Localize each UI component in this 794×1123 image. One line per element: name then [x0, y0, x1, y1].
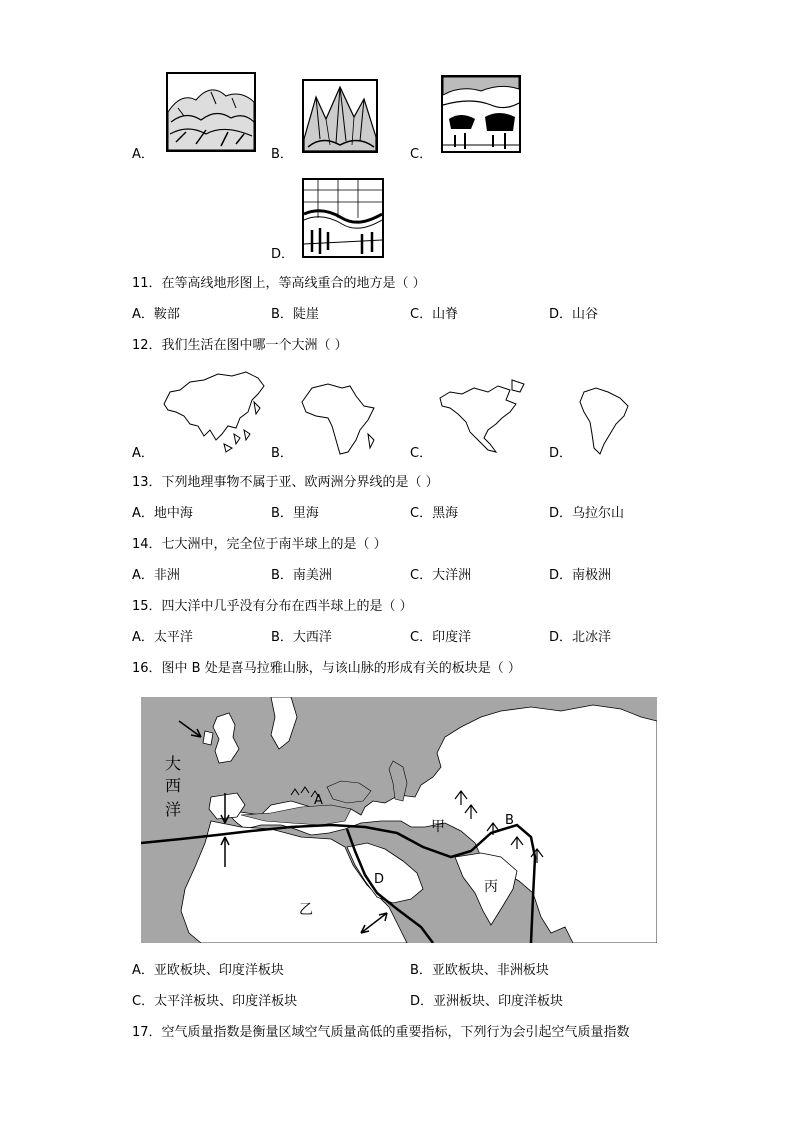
- map-label-ocean-2: 西: [165, 776, 182, 795]
- q10-option-a: A．: [132, 147, 154, 162]
- q11-option-b: B．陡崖: [271, 307, 319, 322]
- q17-stem: 17．空气质量指数是衡量区域空气质量高低的重要指标，下列行为会引起空气质量指数: [132, 1025, 630, 1040]
- q12-stem: 12．我们生活在图中哪一个大洲（ ）: [132, 338, 348, 353]
- q16-stem: 16．图中 B 处是喜马拉雅山脉，与该山脉的形成有关的板块是（ ）: [132, 661, 521, 676]
- map-label-b: B: [505, 813, 514, 828]
- q12-option-c: C．: [410, 446, 433, 461]
- map-label-bing: 丙: [484, 879, 498, 895]
- continent-africa-picture: [298, 378, 384, 458]
- q10-option-b: B．: [271, 147, 293, 162]
- q12-option-d: D．: [549, 446, 573, 461]
- q10-option-c: C．: [410, 147, 433, 162]
- q16-option-c: C．太平洋板块、印度洋板块: [132, 994, 298, 1009]
- q11-stem: 11．在等高线地形图上，等高线重合的地方是（ ）: [132, 276, 426, 291]
- continent-asia-picture: [160, 368, 268, 454]
- map-label-ocean-3: 洋: [165, 800, 182, 819]
- q11-option-a: A．鞍部: [132, 307, 180, 322]
- continent-south-america-picture: [576, 386, 632, 458]
- map-label-jia: 甲: [431, 819, 445, 835]
- q14-option-c: C．大洋洲: [410, 568, 472, 583]
- q12-option-a: A．: [132, 446, 154, 461]
- q13-stem: 13．下列地理事物不属于亚、欧两洲分界线的是（ ）: [132, 475, 439, 490]
- map-label-yi: 乙: [299, 902, 313, 918]
- q13-option-b: B．里海: [271, 506, 319, 521]
- plate-boundary-map: [141, 697, 657, 943]
- q16-option-a: A．亚欧板块、印度洋板块: [132, 963, 284, 978]
- map-label-a: A: [314, 793, 323, 808]
- q14-option-a: A．非洲: [132, 568, 180, 583]
- map-label-d: D: [374, 872, 385, 887]
- landform-picture-b: [302, 79, 378, 153]
- q11-option-c: C．山脊: [410, 307, 459, 322]
- q15-option-c: C．印度洋: [410, 630, 472, 645]
- q14-option-b: B．南美洲: [271, 568, 332, 583]
- q14-option-d: D．南极洲: [549, 568, 612, 583]
- q15-option-d: D．北冰洋: [549, 630, 612, 645]
- q16-option-b: B．亚欧板块、非洲板块: [410, 963, 549, 978]
- q13-option-d: D．乌拉尔山: [549, 506, 625, 521]
- q13-option-c: C．黑海: [410, 506, 459, 521]
- q16-option-d: D．亚洲板块、印度洋板块: [410, 994, 564, 1009]
- q13-option-a: A．地中海: [132, 506, 193, 521]
- q15-option-b: B．大西洋: [271, 630, 332, 645]
- q15-option-a: A．太平洋: [132, 630, 193, 645]
- landform-picture-c: [441, 75, 521, 153]
- q12-option-b: B．: [271, 446, 293, 461]
- q10-option-d: D．: [271, 247, 295, 262]
- q11-option-d: D．山谷: [549, 307, 599, 322]
- map-label-ocean-1: 大: [165, 754, 182, 773]
- landform-picture-d: [302, 178, 384, 258]
- continent-north-america-picture: [436, 378, 528, 458]
- q14-stem: 14．七大洲中，完全位于南半球上的是（ ）: [132, 537, 387, 552]
- q15-stem: 15．四大洋中几乎没有分布在西半球上的是（ ）: [132, 599, 413, 614]
- landform-picture-a: [166, 72, 256, 152]
